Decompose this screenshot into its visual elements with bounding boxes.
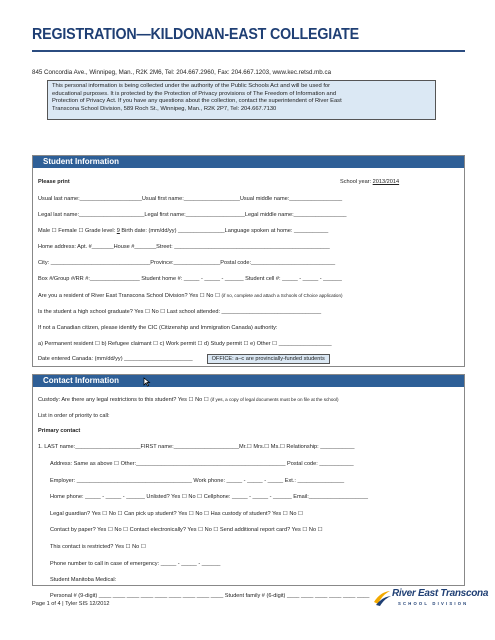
logo-swoosh-icon bbox=[372, 588, 392, 608]
priority-list-label: List in order of priority to call: bbox=[38, 413, 110, 419]
legal-name-row[interactable]: Legal last name:_____________________Legal first name:___________________Legal middle name:_________________ bbox=[38, 212, 347, 218]
primary-contact-text: Primary contact bbox=[38, 428, 81, 434]
city-row[interactable]: City: ________________________________Province:_______________Postal code:___________________________ bbox=[38, 260, 336, 266]
grade-value[interactable]: 9 bbox=[116, 228, 120, 234]
citizenship-question: If not a Canadian citizen, please identify the CIC (Citizenship and Immigration Canada) authority: bbox=[38, 325, 278, 331]
school-year-label: School year: bbox=[340, 179, 373, 185]
notice-line: Protection of Privacy Act. If you have any questions about the collection, contact the superintendent of River East bbox=[52, 98, 342, 105]
division-logo bbox=[372, 588, 489, 614]
logo-subtext: SCHOOL DIVISION bbox=[398, 601, 469, 606]
medical-label: Student Manitoba Medical: bbox=[50, 577, 117, 583]
contact-method-row[interactable]: Contact by paper? Yes ☐ No ☐ Contact electronically? Yes ☐ No ☐ Send additional report card? Yes ☐ No ☐ bbox=[50, 527, 323, 533]
usual-name-row[interactable]: Usual last name:____________________Usual first name:__________________Usual middle name:_________________ bbox=[38, 196, 343, 202]
office-note: OFFICE: a–c are provincially-funded students bbox=[207, 354, 330, 364]
date-entered-text[interactable]: Date entered Canada: (mm/dd/yy) ______________________ bbox=[38, 356, 193, 362]
page-footer: Page 1 of 4 | Tyler SIS 12/2012 bbox=[32, 601, 110, 607]
gender-grade-text[interactable]: Male ☐ Female ☐ Grade level: bbox=[38, 228, 117, 234]
please-print-label bbox=[38, 179, 70, 185]
resident-row[interactable] bbox=[38, 293, 343, 299]
contact-phone-row[interactable]: Home phone: _____ - _____ - ______ Unlisted? Yes ☐ No ☐ Cellphone: _____ - _____ - ______ Email:___________________ bbox=[50, 494, 368, 500]
notice-line: This personal information is being collected under the authority of the Public Schools Act and will be used for bbox=[52, 83, 331, 89]
box-phone-row[interactable]: Box #/Group #/RR #:________________ Student home #: _____ - _____ - ______ Student cell #: _____ - _____ - ______ bbox=[38, 276, 342, 282]
contact-address-row[interactable]: Address: Same as above ☐ Other:________________________________________________ Postal code: ___________ bbox=[50, 461, 354, 467]
student-information-heading: Student Information bbox=[33, 156, 464, 168]
cic-authority-row[interactable]: a) Permanent resident ☐ b) Refugee claimant ☐ c) Work permit ☐ d) Study permit ☐ e) Other ☐ _________________ bbox=[38, 341, 332, 347]
logo-text: River East Transcona bbox=[392, 588, 489, 599]
restricted-row[interactable]: This contact is restricted? Yes ☐ No ☐ bbox=[50, 544, 146, 550]
page-title: REGISTRATION—KILDONAN-EAST COLLEGIATE bbox=[32, 26, 359, 43]
employer-row[interactable]: Employer: _____________________________________ Work phone: _____ - _____ - _____ Ext.: _______________ bbox=[50, 478, 345, 484]
please-print-text: Please print bbox=[38, 179, 70, 185]
custody-row[interactable] bbox=[38, 397, 339, 403]
home-address-row[interactable]: Home address: Apt. #_______House #_______Street: __________________________________________________ bbox=[38, 244, 330, 250]
custody-question[interactable]: Custody: Are there any legal restrictions to this student? Yes ☐ No ☐ bbox=[38, 397, 211, 403]
contact-information-heading: Contact Information bbox=[33, 375, 464, 387]
school-year bbox=[340, 179, 399, 185]
resident-note: (if no, complete and attach a Schools of Choice application) bbox=[221, 293, 343, 298]
birth-language-text[interactable]: Birth date: (mm/dd/yy) _______________Language spoken at home: ___________ bbox=[119, 228, 329, 234]
custody-note: (if yes, a copy of legal documents must be on file at the school) bbox=[210, 397, 339, 402]
guardian-row[interactable]: Legal guardian? Yes ☐ No ☐ Can pick up student? Yes ☐ No ☐ Has custody of student? Yes ☐ No ☐ bbox=[50, 511, 304, 517]
emergency-phone-row[interactable]: Phone number to call in case of emergency: _____ - _____ - ______ bbox=[50, 561, 221, 567]
date-entered-row[interactable] bbox=[38, 354, 330, 364]
notice-line: educational purposes. It is protected by the Protection of Privacy provisions of The Freedom of Information and bbox=[52, 90, 337, 97]
school-address: 845 Concordia Ave., Winnipeg, Man., R2K 2M6, Tel: 204.667.2960, Fax: 204.667.1203, www.kec.retsd.mb.ca bbox=[32, 69, 332, 76]
mouse-cursor-icon bbox=[143, 377, 151, 387]
graduate-row[interactable]: Is the student a high school graduate? Yes ☐ No ☐ Last school attended: ________________________________ bbox=[38, 309, 322, 315]
title-divider bbox=[32, 50, 465, 52]
primary-contact-label bbox=[38, 428, 80, 434]
privacy-notice bbox=[47, 80, 436, 120]
medical-numbers-row[interactable]: Personal # (9-digit) ____ ____ ____ ____ ____ ____ ____ ____ ____ Student family # (6-digit) ____ ____ ____ ____ ____ ____ bbox=[50, 593, 370, 599]
gender-grade-row[interactable] bbox=[38, 228, 328, 234]
resident-question[interactable]: Are you a resident of River East Transcona School Division? Yes ☐ No ☐ bbox=[38, 293, 222, 299]
contact-name-row[interactable]: 1. LAST name:_____________________FIRST name:_____________________Mr.☐ Mrs.☐ Ms.☐ Relationship: ___________ bbox=[38, 444, 355, 450]
notice-line: Transcona School Division, 589 Roch St., Winnipeg, Man., R2K 2P7, Tel: 204.667.7130 bbox=[52, 105, 277, 112]
school-year-value[interactable]: 2013/2014 bbox=[372, 179, 400, 185]
